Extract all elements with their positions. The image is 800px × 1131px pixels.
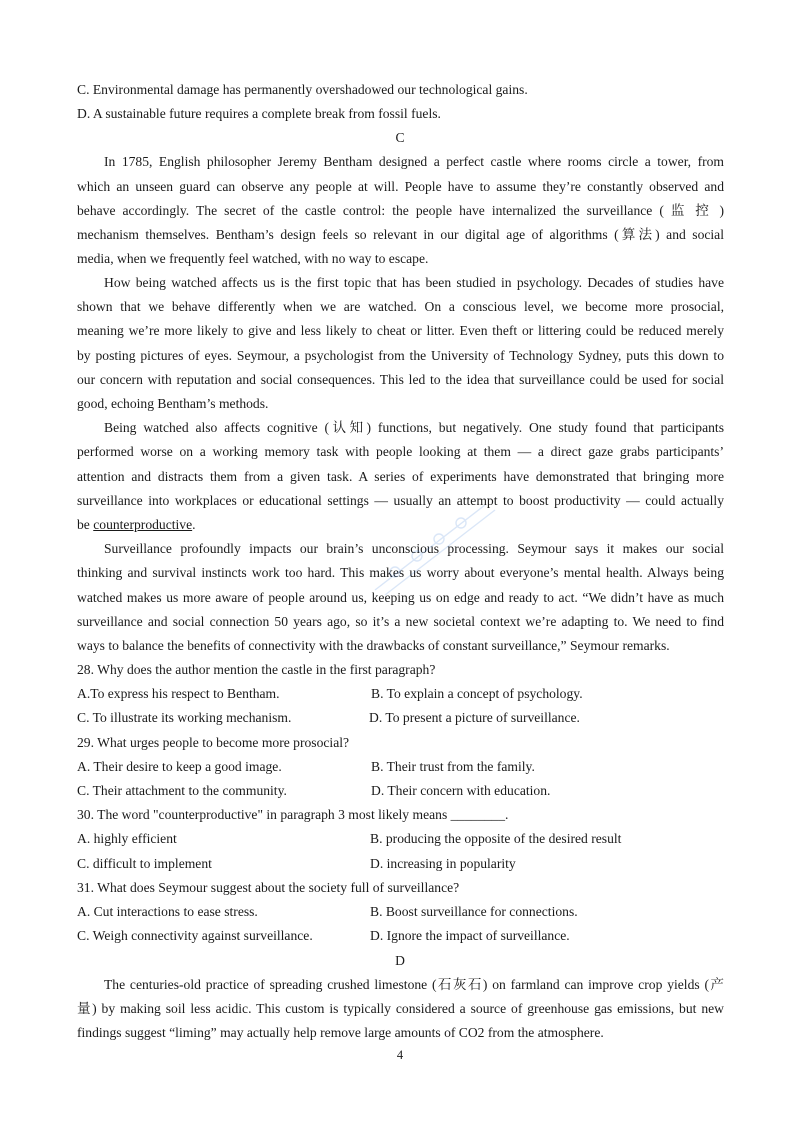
q29-option-b: B. Their trust from the family. <box>371 759 535 774</box>
q30-option-b: B. producing the opposite of the desired result <box>370 831 622 846</box>
q30-option-c: C. difficult to implement <box>77 856 212 871</box>
passage-c-p2-line: meaning we’re more likely to give and less likely to cheat or litter. Even theft or littering could be reduced merely <box>77 323 724 338</box>
passage-c-p2-line: our concern with reputation and social consequences. This led to the idea that surveillance could be used for social <box>77 372 724 387</box>
q28-option-b: B. To explain a concept of psychology. <box>371 686 583 701</box>
passage-c-p2-line: How being watched affects us is the first topic that has been studied in psychology. Decades of studies have <box>104 275 724 290</box>
underlined-word: counterproductive <box>93 517 193 532</box>
passage-c-p4-line: ways to balance the benefits of connectivity with the drawbacks of constant surveillance,” Seymour remarks. <box>77 638 670 653</box>
question-28-stem: 28. Why does the author mention the castle in the first paragraph? <box>77 662 436 677</box>
question-31-stem: 31. What does Seymour suggest about the society full of surveillance? <box>77 880 460 895</box>
passage-c-p3-line: performed worse on a working memory task with people looking at them — a direct gaze grabs participants’ <box>77 444 724 459</box>
q29-option-c: C. Their attachment to the community. <box>77 783 287 798</box>
q30-option-d: D. increasing in popularity <box>370 856 516 871</box>
passage-c-heading: C <box>395 130 405 145</box>
passage-c-p1-line: which an unseen guard can observe any people at will. People have to assume they’re constantly observed and <box>77 179 724 194</box>
page-number: 4 <box>396 1048 404 1062</box>
passage-c-p1-line: mechanism themselves. Bentham’s design feels so relevant in our digital age of algorithms (算法) and social <box>77 227 724 242</box>
passage-c-p4-line: surveillance and social connection 50 years ago, so it’s a new societal context we’re adapting to. We need to find <box>77 614 724 629</box>
passage-d-heading: D <box>395 953 405 968</box>
q29-option-a: A. Their desire to keep a good image. <box>77 759 282 774</box>
passage-c-p3-line: surveillance into workplaces or educational settings — usually an attempt to boost productivity — could actually <box>77 493 724 508</box>
passage-c-p4-line: watched makes us more aware of people around us, keeping us on edge and ready to act. “We didn’t have as much <box>77 590 724 605</box>
question-29-stem: 29. What urges people to become more prosocial? <box>77 735 350 750</box>
question-30-stem: 30. The word "counterproductive" in paragraph 3 most likely means ________. <box>77 807 509 822</box>
passage-c-p1-line: media, when we frequently feel watched, with no way to escape. <box>77 251 429 266</box>
q28-option-d: D. To present a picture of surveillance. <box>369 710 580 725</box>
p3-suffix: . <box>192 517 196 532</box>
q30-option-a: A. highly efficient <box>77 831 177 846</box>
q28-option-a: A.To express his respect to Bentham. <box>77 686 280 701</box>
passage-c-p1-line: behave accordingly. The secret of the castle control: the people have internalized the surveillance ( 监 控 ) <box>77 203 724 218</box>
q31-option-b: B. Boost surveillance for connections. <box>370 904 578 919</box>
passage-d-p1-line: 量) by making soil less acidic. This custom is typically considered a source of greenhouse gas emissions, but new <box>77 1001 724 1016</box>
passage-c-p3-line: Being watched also affects cognitive (认知) functions, but negatively. One study found that participants <box>104 420 724 435</box>
passage-d-p1-line: findings suggest “liming” may actually help remove large amounts of CO2 from the atmosphere. <box>77 1025 604 1040</box>
q31-option-d: D. Ignore the impact of surveillance. <box>370 928 570 943</box>
passage-c-p4-line: thinking and survival instincts work too hard. This makes us worry about everyone’s mental health. Always being <box>77 565 724 580</box>
q31-option-c: C. Weigh connectivity against surveillance. <box>77 928 313 943</box>
passage-d-p1-line: The centuries-old practice of spreading crushed limestone (石灰石) on farmland can improve crop yields (产 <box>104 977 724 992</box>
passage-c-p3-line: attention and distracts them from a given task. A series of experiments have demonstrated that bringing more <box>77 469 724 484</box>
prev-option-c: C. Environmental damage has permanently overshadowed our technological gains. <box>77 82 528 97</box>
q29-option-d: D. Their concern with education. <box>371 783 551 798</box>
q31-option-a: A. Cut interactions to ease stress. <box>77 904 258 919</box>
q28-option-c: C. To illustrate its working mechanism. <box>77 710 292 725</box>
passage-c-p4-line: Surveillance profoundly impacts our brain’s unconscious processing. Seymour says it makes our social <box>104 541 724 556</box>
watermark-stamp <box>355 490 505 610</box>
passage-c-p1-line: In 1785, English philosopher Jeremy Bentham designed a perfect castle where rooms circle a tower, from <box>104 154 724 169</box>
passage-c-p3-last-line <box>77 516 196 534</box>
prev-option-d: D. A sustainable future requires a complete break from fossil fuels. <box>77 106 441 121</box>
passage-c-p2-line: shown that we behave differently when we are watched. On a conscious level, we become more prosocial, <box>77 299 724 314</box>
passage-c-p2-line: by posting pictures of eyes. Seymour, a psychologist from the University of Technology Sydney, puts this down to <box>77 348 724 363</box>
passage-c-p2-line: good, echoing Bentham’s methods. <box>77 396 269 411</box>
p3-prefix: be <box>77 517 94 532</box>
